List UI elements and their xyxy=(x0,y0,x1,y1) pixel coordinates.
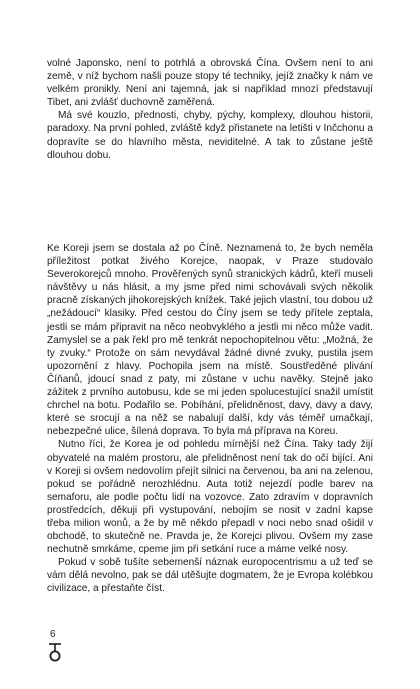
main-section xyxy=(47,242,373,596)
paragraph: volné Japonsko, není to potrhlá a obrovská Čína. Ovšem není to ani země, v níž bychom našli pouze stopy té techniky, jejíž značky k nám ve velkém pronikly. Není ani tajemná, jak si například mnozí představují Tibet, ani zvlášť duchovně zaměřená. xyxy=(47,58,373,109)
page-ornament-icon xyxy=(48,641,62,663)
paragraph: Nutno říci, že Korea je od pohledu mírnější než Čína. Taky tady žijí obyvatelé na malém prostoru, ale přelidněnost není tak do očí bijící. Ani v Koreji si ovšem nedovolím přejít silnici na červenou, ba ani na zelenou, pokud se pořádně nerozhlédnu. Auta totiž nejezdí podle barev na semaforu, ale podle počtu lidí na vozovce. Zato zdravím v dopravních prostředcích, děkuji při vystupování, nebojím se nosit v zadní kapse třeba milion wonů, a že by mě někdo přepadl v noci nebo snad ošidil v obchodě, to skutečně ne. Pravda je, že Korejci plivou. Ovšem my zase nechutně smrkáme, cpeme jim při setkání ruce a máme velké nosy. xyxy=(47,439,373,556)
paragraph: Pokud v sobě tušíte sebemenší náznak europocentrismu a už teď se vám dělá nevolno, pak se dál utěšujte dogmatem, že je Evropa kolébkou civilizace, a přestaňte číst. xyxy=(47,557,373,595)
paragraph: Má své kouzlo, přednosti, chyby, pýchy, komplexy, dlouhou historii, paradoxy. Na první pohled, zvláště když přistanete na letišti v Inčchonu a dopravíte se do hlavního města, neviditelné. A tak to zůstane ještě dlouhou dobu. xyxy=(47,110,373,161)
page-number: 6 xyxy=(50,629,56,640)
intro-section xyxy=(47,57,373,162)
paragraph: Ke Koreji jsem se dostala až po Číně. Neznamená to, že bych neměla příležitost potkat živého Korejce, naopak, v Praze studovalo Severokorejců mnoho. Prověřených synů stranických kádrů, kteří museli návštěvy u nás hlásit, a my jsme před nimi schovávali svých několik pracně získaných jihokorejských knížek. Také jejich vlastní, tou dobou už „nežádoucí“ klasiky. Před cestou do Číny jsem se tedy přítele zeptala, jestli se mám připravit na něco neobvyklého a jestli mi něco může vadit. Zamyslel se a pak řekl pro mě tenkrát nepochopitelnou větu: „Možná, že ty zvuky.“ Protože on sám nevydával žádné divné zvuky, pustila jsem upozornění z hlavy. Pochopila jsem na místě. Soustředěné plivání Číňanů, jdoucí snad z paty, mi zůstane v uchu navěky. Stejně jako zážitek z prvního autobusu, kde se mi jeden spolucestující snažil umístit chrchel na botu. Podařilo se. Pobíhání, přelidněnost, davy, davy a davy, které se srocují a na něž se nabalují další, kdy vás téměř umačkají, nebezpečné ulice, šílená doprava. To byla má příprava na Koreu. xyxy=(47,243,373,438)
